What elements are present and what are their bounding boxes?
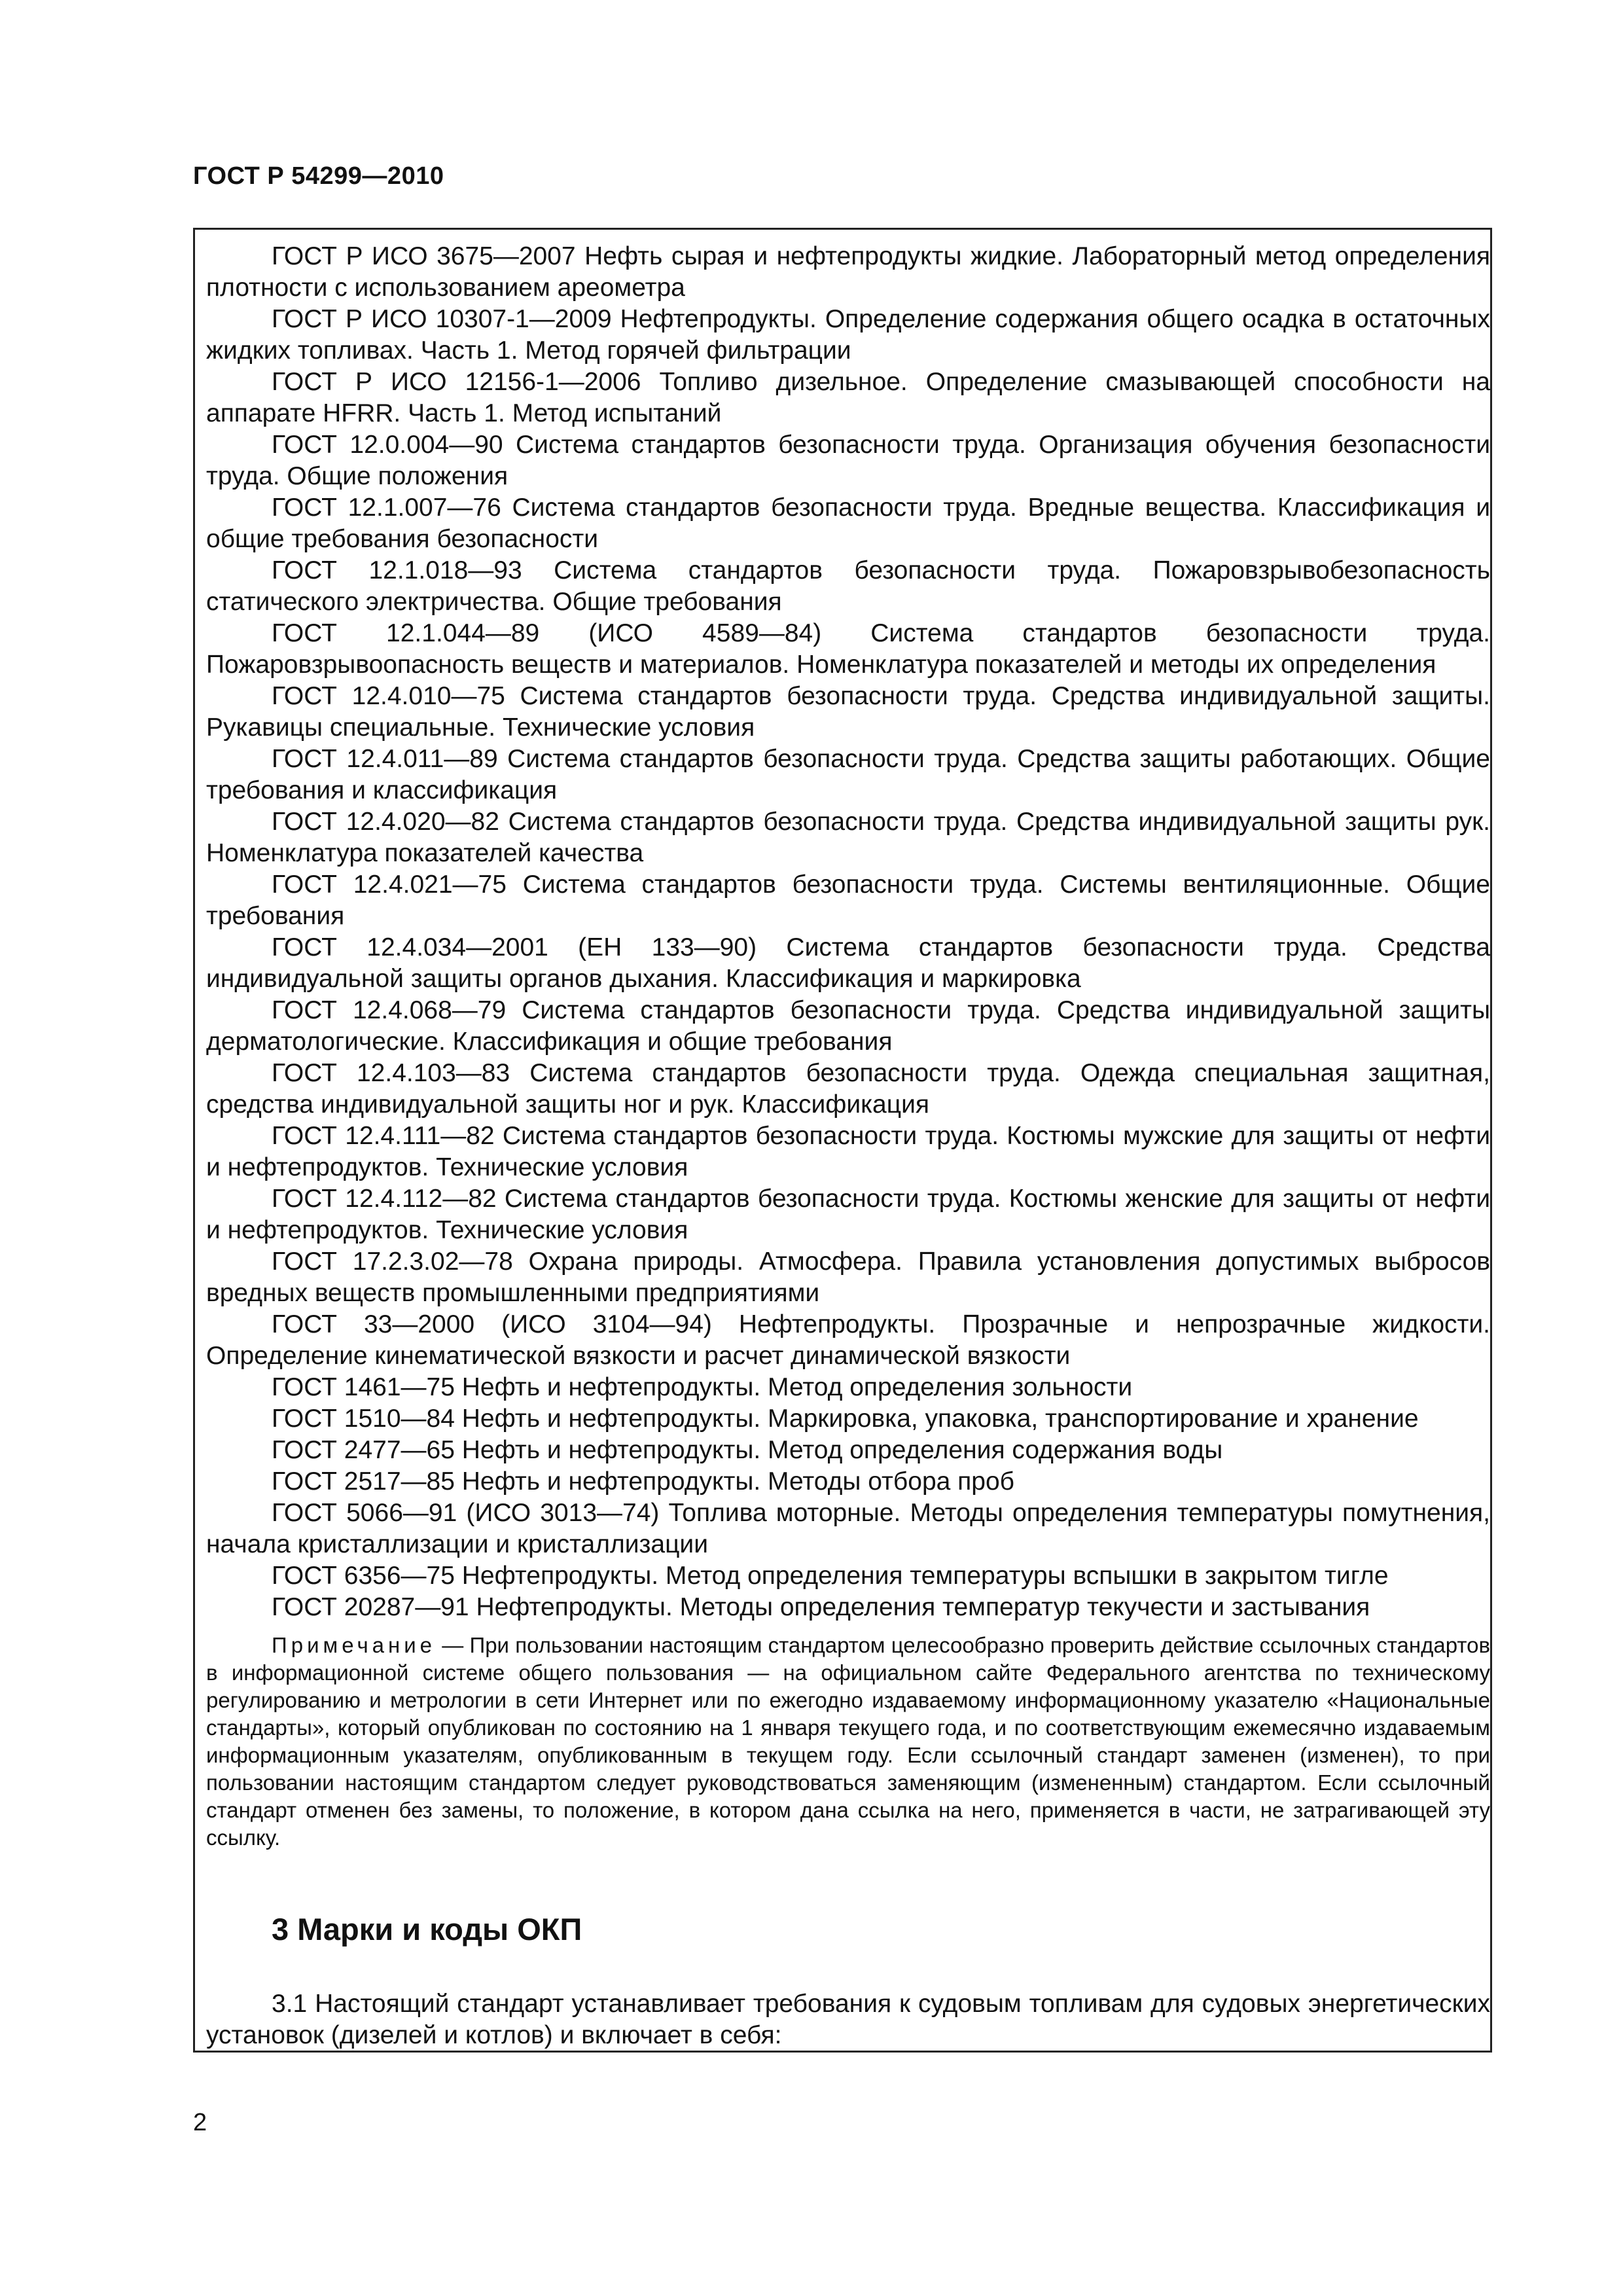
- document-code-header: ГОСТ Р 54299—2010: [193, 162, 444, 190]
- note-label: Примечание: [272, 1633, 437, 1657]
- note-text: — При пользовании настоящим стандартом целесообразно проверить действие ссылочных стандартов в информационной системе общего пользования — на официальном сайте Федерального агентства по техническому регулированию и метрологии в сети Интернет или по ежегодно издаваемому информационному указателю «Национальные стандарты», который опубликован по состоянию на 1 января текущего года, и по соответствующим ежемесячно издаваемым информационным указателям, опубликованным в текущем году. Если ссылочный стандарт заменен (изменен), то при пользовании настоящим стандартом следует руководствоваться заменяющим (измененным) стандартом. Если ссылочный стандарт отменен без замены, то положение, в котором дана ссылка на него, применяется в части, не затрагивающей эту ссылку.: [206, 1633, 1490, 1850]
- reference-item: ГОСТ 20287—91 Нефтепродукты. Методы определения температур текучести и застывания: [272, 1593, 1370, 1621]
- note-block: [206, 1632, 1490, 1852]
- reference-item: ГОСТ 2477—65 Нефть и нефтепродукты. Метод определения содержания воды: [272, 1436, 1223, 1464]
- reference-item: ГОСТ 12.4.068—79 Система стандартов безопасности труда. Средства индивидуальной защиты дерматологические. Классификация и общие требования: [206, 996, 1490, 1056]
- reference-item: ГОСТ Р ИСО 3675—2007 Нефть сырая и нефтепродукты жидкие. Лабораторный метод определения плотности с использованием ареометра: [206, 242, 1490, 302]
- reference-item: ГОСТ 12.4.010—75 Система стандартов безопасности труда. Средства индивидуальной защиты. Рукавицы специальные. Технические условия: [206, 682, 1490, 742]
- reference-item: ГОСТ 1461—75 Нефть и нефтепродукты. Метод определения зольности: [272, 1373, 1133, 1401]
- reference-item: ГОСТ 12.4.112—82 Система стандартов безопасности труда. Костюмы женские для защиты от нефти и нефтепродуктов. Технические условия: [206, 1185, 1490, 1244]
- reference-item: ГОСТ 17.2.3.02—78 Охрана природы. Атмосфера. Правила установления допустимых выбросов вредных веществ промышленными предприятиями: [206, 1247, 1490, 1307]
- reference-item: ГОСТ 33—2000 (ИСО 3104—94) Нефтепродукты. Прозрачные и непрозрачные жидкости. Определение кинематической вязкости и расчет динамической вязкости: [206, 1310, 1490, 1370]
- reference-item: ГОСТ 12.1.044—89 (ИСО 4589—84) Система стандартов безопасности труда. Пожаровзрывоопасность веществ и материалов. Номенклатура показателей и методы их определения: [206, 619, 1490, 679]
- reference-item: ГОСТ 12.4.111—82 Система стандартов безопасности труда. Костюмы мужские для защиты от нефти и нефтепродуктов. Технические условия: [206, 1122, 1490, 1181]
- reference-item: ГОСТ 6356—75 Нефтепродукты. Метод определения температуры вспышки в закрытом тигле: [272, 1562, 1389, 1590]
- reference-item: ГОСТ 12.4.020—82 Система стандартов безопасности труда. Средства индивидуальной защиты рук. Номенклатура показателей качества: [206, 808, 1490, 867]
- reference-item: ГОСТ 5066—91 (ИСО 3013—74) Топлива моторные. Методы определения температуры помутнения, начала кристаллизации и кристаллизации: [206, 1499, 1490, 1558]
- reference-item: ГОСТ 2517—85 Нефть и нефтепродукты. Методы отбора проб: [272, 1467, 1014, 1496]
- reference-item: ГОСТ 1510—84 Нефть и нефтепродукты. Маркировка, упаковка, транспортирование и хранение: [272, 1405, 1419, 1433]
- reference-item: ГОСТ 12.4.034—2001 (ЕН 133—90) Система стандартов безопасности труда. Средства индивидуальной защиты органов дыхания. Классификация и маркировка: [206, 933, 1490, 993]
- normative-references-list: [206, 241, 1490, 1623]
- section-title: 3 Марки и коды ОКП: [272, 1912, 582, 1946]
- reference-item: ГОСТ 12.4.103—83 Система стандартов безопасности труда. Одежда специальная защитная, средства индивидуальной защиты ног и рук. Классификация: [206, 1059, 1490, 1119]
- reference-item: ГОСТ 12.1.007—76 Система стандартов безопасности труда. Вредные вещества. Классификация и общие требования безопасности: [206, 493, 1490, 553]
- section-paragraph: 3.1 Настоящий стандарт устанавливает требования к судовым топливам для судовых энергетических установок (дизелей и котлов) и включает в себя:: [206, 1990, 1490, 2049]
- reference-item: ГОСТ 12.4.021—75 Система стандартов безопасности труда. Системы вентиляционные. Общие требования: [206, 870, 1490, 930]
- reference-item: ГОСТ 12.0.004—90 Система стандартов безопасности труда. Организация обучения безопасности труда. Общие положения: [206, 431, 1490, 490]
- reference-item: ГОСТ Р ИСО 12156-1—2006 Топливо дизельное. Определение смазывающей способности на аппарате HFRR. Часть 1. Метод испытаний: [206, 368, 1490, 427]
- page-number: 2: [193, 2109, 207, 2136]
- reference-item: ГОСТ Р ИСО 10307-1—2009 Нефтепродукты. Определение содержания общего осадка в остаточных жидких топливах. Часть 1. Метод горячей фильтрации: [206, 305, 1490, 365]
- reference-item: ГОСТ 12.1.018—93 Система стандартов безопасности труда. Пожаровзрывобезопасность статического электричества. Общие требования: [206, 556, 1490, 616]
- reference-item: ГОСТ 12.4.011—89 Система стандартов безопасности труда. Средства защиты работающих. Общие требования и классификация: [206, 745, 1490, 804]
